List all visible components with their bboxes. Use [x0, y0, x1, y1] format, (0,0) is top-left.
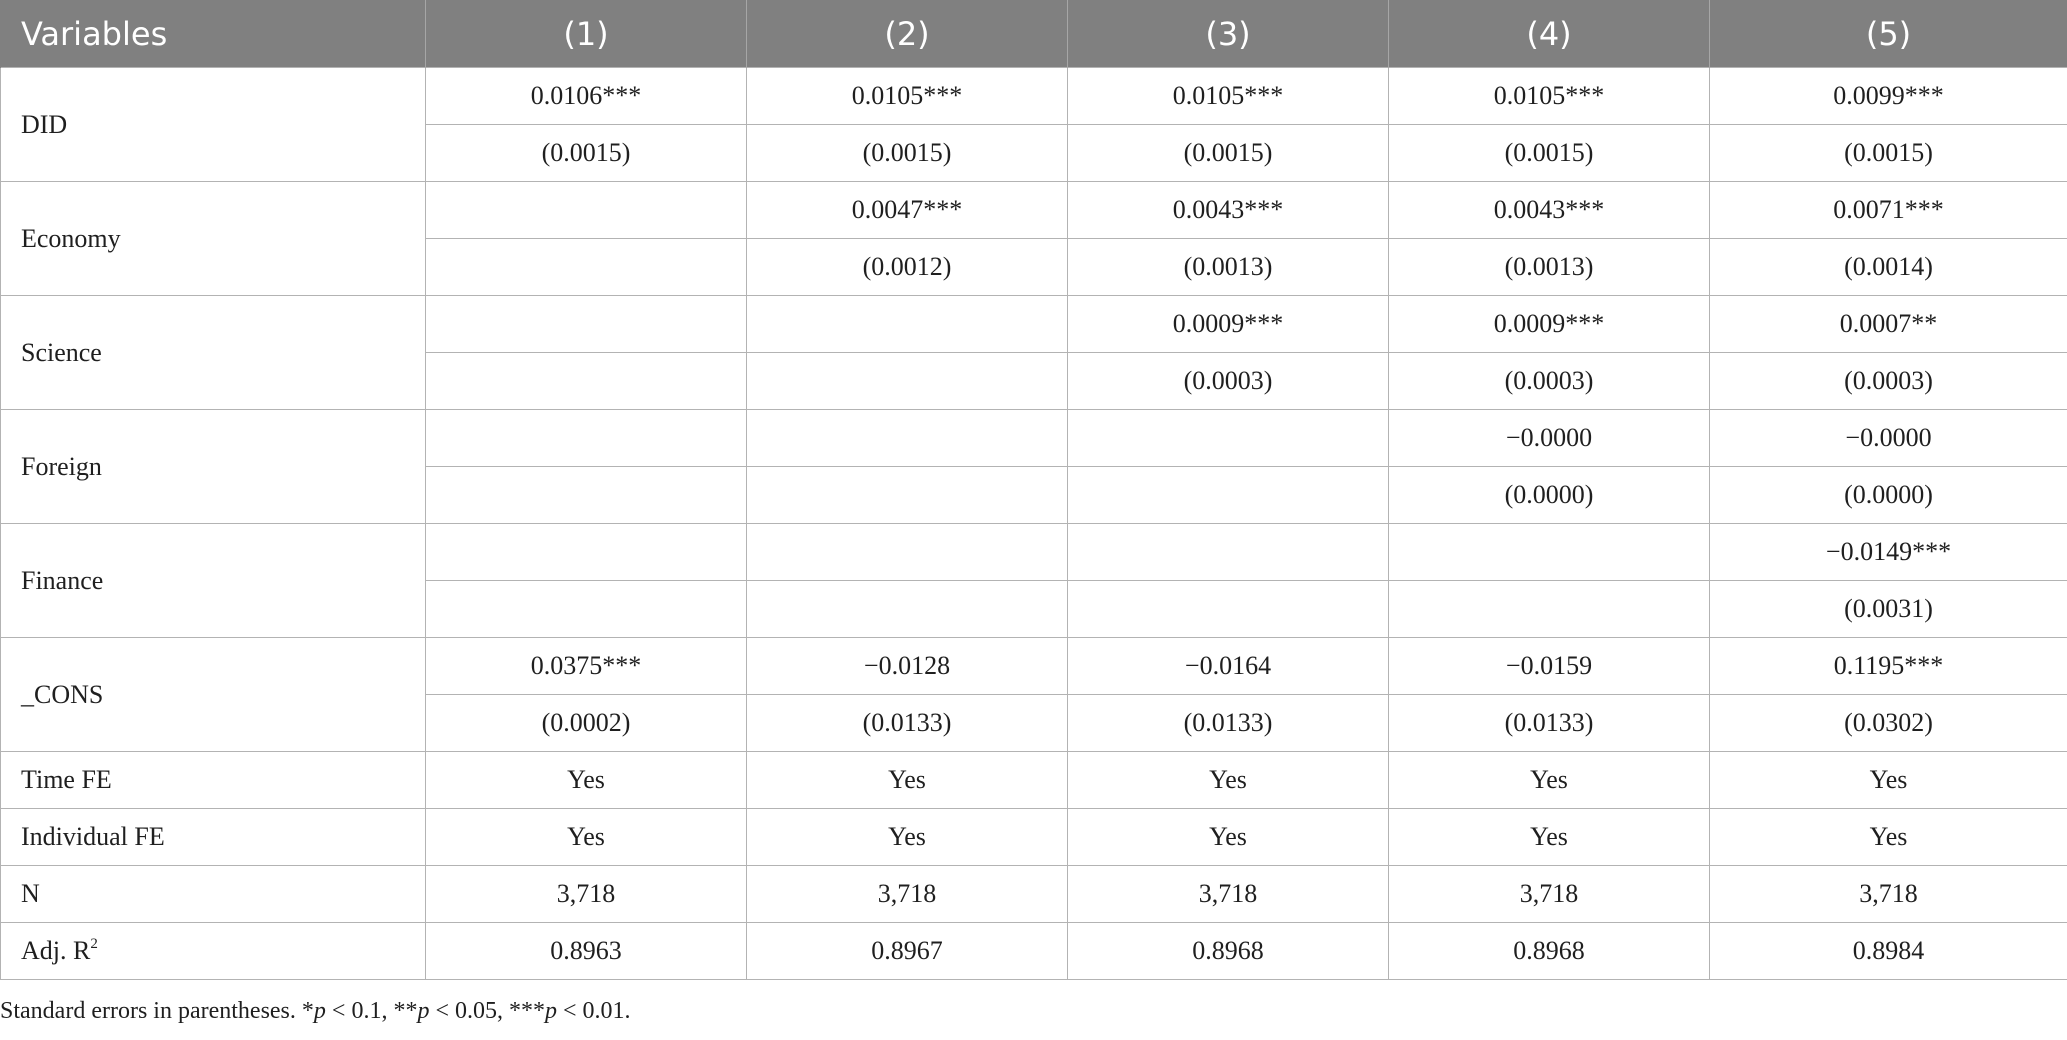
stat-cell: 3,718 [747, 866, 1068, 923]
coef-cell: 0.0009*** [1068, 296, 1389, 353]
se-cell [426, 239, 747, 296]
coef-cell: 0.0047*** [747, 182, 1068, 239]
note-text: < 0.05, *** [429, 998, 545, 1024]
stat-cell: Yes [426, 809, 747, 866]
coef-cell [1068, 410, 1389, 467]
coef-row-economy [1, 182, 2067, 239]
coef-cell: 0.0105*** [747, 68, 1068, 125]
se-cell [747, 353, 1068, 410]
se-cell: (0.0302) [1710, 695, 2067, 752]
stat-label-n: N [1, 866, 426, 923]
note-p: p [545, 998, 557, 1024]
var-label-did: DID [1, 68, 426, 182]
stat-label-individual-fe: Individual FE [1, 809, 426, 866]
var-label-science: Science [1, 296, 426, 410]
stat-cell: 0.8967 [747, 923, 1068, 980]
header-model-3: (3) [1068, 0, 1389, 68]
se-cell: (0.0031) [1710, 581, 2067, 638]
se-cell: (0.0015) [426, 125, 747, 182]
note-p: p [417, 998, 430, 1024]
se-cell: (0.0000) [1389, 467, 1710, 524]
stat-cell: 0.8963 [426, 923, 747, 980]
coef-cell: 0.0009*** [1389, 296, 1710, 353]
se-cell: (0.0015) [747, 125, 1068, 182]
coef-row-finance [1, 524, 2067, 581]
coef-cell: 0.0105*** [1068, 68, 1389, 125]
coef-cell [747, 296, 1068, 353]
se-cell [426, 353, 747, 410]
stat-cell: Yes [1068, 752, 1389, 809]
coef-row-science [1, 296, 2067, 353]
stat-cell: Yes [1389, 809, 1710, 866]
stat-cell: 3,718 [1710, 866, 2067, 923]
se-cell: (0.0003) [1068, 353, 1389, 410]
stat-cell: 0.8984 [1710, 923, 2067, 980]
header-model-2: (2) [747, 0, 1068, 68]
coef-cell: −0.0000 [1389, 410, 1710, 467]
coef-cell: −0.0149*** [1710, 524, 2067, 581]
coef-cell [1068, 524, 1389, 581]
se-cell: (0.0133) [747, 695, 1068, 752]
coef-cell [1389, 524, 1710, 581]
se-cell: (0.0012) [747, 239, 1068, 296]
coef-row-did [1, 68, 2067, 125]
coef-cell: 0.1195*** [1710, 638, 2067, 695]
stat-cell: 0.8968 [1068, 923, 1389, 980]
header-model-5: (5) [1710, 0, 2067, 68]
coef-cell: 0.0106*** [426, 68, 747, 125]
se-cell: (0.0015) [1389, 125, 1710, 182]
se-cell: (0.0015) [1710, 125, 2067, 182]
stat-row-time-fe [1, 752, 2067, 809]
header-model-1: (1) [426, 0, 747, 68]
coef-cell: 0.0043*** [1389, 182, 1710, 239]
coef-cell [747, 410, 1068, 467]
table-footnote [0, 998, 631, 1025]
note-text: < 0.1, ** [325, 998, 418, 1024]
coef-cell: −0.0000 [1710, 410, 2067, 467]
coef-cell: 0.0105*** [1389, 68, 1710, 125]
var-label-finance: Finance [1, 524, 426, 638]
se-cell: (0.0133) [1068, 695, 1389, 752]
superscript-2: 2 [90, 936, 98, 952]
adj-r-text: Adj. R [21, 936, 91, 965]
se-cell [1389, 581, 1710, 638]
se-cell: (0.0003) [1710, 353, 2067, 410]
stat-cell: Yes [747, 809, 1068, 866]
stat-cell: 3,718 [1389, 866, 1710, 923]
header-row [1, 0, 2067, 68]
stat-cell: Yes [1710, 809, 2067, 866]
var-label-cons: _CONS [1, 638, 426, 752]
coef-row-foreign [1, 410, 2067, 467]
stat-cell: Yes [426, 752, 747, 809]
se-cell: (0.0000) [1710, 467, 2067, 524]
se-cell [1068, 581, 1389, 638]
coef-cell: −0.0159 [1389, 638, 1710, 695]
se-cell [426, 581, 747, 638]
se-cell: (0.0013) [1068, 239, 1389, 296]
stat-cell: Yes [747, 752, 1068, 809]
var-label-economy: Economy [1, 182, 426, 296]
stat-row-n [1, 866, 2067, 923]
stat-cell: Yes [1389, 752, 1710, 809]
se-cell [747, 467, 1068, 524]
coef-cell: −0.0164 [1068, 638, 1389, 695]
stat-cell: 3,718 [426, 866, 747, 923]
stat-label-adj-r2 [1, 923, 426, 980]
coef-cell: 0.0099*** [1710, 68, 2067, 125]
stat-cell: Yes [1710, 752, 2067, 809]
coef-cell [426, 296, 747, 353]
stat-row-adj-r2 [1, 923, 2067, 980]
coef-cell: 0.0043*** [1068, 182, 1389, 239]
coef-cell [747, 524, 1068, 581]
coef-cell: 0.0007** [1710, 296, 2067, 353]
header-variables: Variables [1, 0, 426, 68]
coef-cell: −0.0128 [747, 638, 1068, 695]
coef-row-cons [1, 638, 2067, 695]
coef-cell [426, 410, 747, 467]
note-p: p [313, 998, 326, 1024]
note-text: Standard errors in parentheses. * [0, 998, 314, 1024]
se-cell [426, 467, 747, 524]
se-cell: (0.0002) [426, 695, 747, 752]
se-cell: (0.0133) [1389, 695, 1710, 752]
se-cell: (0.0003) [1389, 353, 1710, 410]
stat-label-time-fe: Time FE [1, 752, 426, 809]
stat-row-individual-fe [1, 809, 2067, 866]
coef-cell [426, 182, 747, 239]
se-cell: (0.0015) [1068, 125, 1389, 182]
coef-cell: 0.0375*** [426, 638, 747, 695]
se-cell: (0.0013) [1389, 239, 1710, 296]
stat-cell: 3,718 [1068, 866, 1389, 923]
stat-cell: 0.8968 [1389, 923, 1710, 980]
var-label-foreign: Foreign [1, 410, 426, 524]
se-cell [747, 581, 1068, 638]
coef-cell: 0.0071*** [1710, 182, 2067, 239]
stat-cell: Yes [1068, 809, 1389, 866]
coef-cell [426, 524, 747, 581]
header-model-4: (4) [1389, 0, 1710, 68]
se-cell [1068, 467, 1389, 524]
se-cell: (0.0014) [1710, 239, 2067, 296]
note-text: < 0.01. [557, 998, 631, 1024]
